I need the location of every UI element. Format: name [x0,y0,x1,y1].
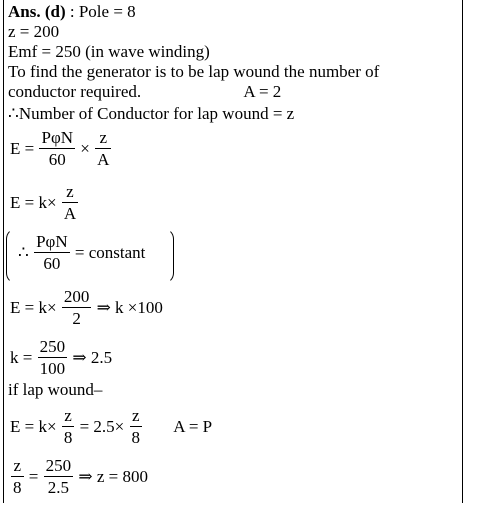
fraction-z-over-a [95,128,111,169]
z-value: z = 200 [8,22,60,41]
equation-emf-wave [10,287,163,328]
fraction-z-over-a [62,182,78,223]
times-sign: × [80,138,90,158]
numerator: z [66,182,74,201]
pole-value: : Pole = 8 [69,2,136,21]
fraction-250-over-2-5 [44,456,74,497]
a-value: A = 2 [243,82,282,101]
right-parenthesis [163,228,174,284]
eq3-rhs: = constant [74,242,146,262]
fraction-z-over-8 [11,456,24,497]
if-lap-wound: if lap wound– [8,380,103,399]
fraction-pphin-over-60 [39,128,75,169]
eq4-rhs: ⇒ k ×100 [96,297,163,317]
denominator: 8 [63,428,73,447]
denominator: 8 [131,428,140,447]
equation-emf-lap [10,406,212,447]
denominator: 2 [72,309,81,328]
problem-statement-line2 [8,82,281,102]
denominator: 2.5 [47,478,69,497]
fraction-200-over-2 [62,287,92,328]
answer-header [8,2,136,22]
denominator: 60 [48,150,66,169]
eq6-rhs: A = P [173,416,213,436]
numerator: PφN [36,232,68,251]
eq1-lhs: E = [10,138,35,158]
numerator: PφN [41,128,74,147]
answer-label: Ans. (d) [8,2,66,21]
fraction-250-over-100 [38,337,68,378]
equation-z-result [10,456,148,497]
numerator: z [99,128,108,147]
denominator: 60 [43,254,61,273]
numerator: z [64,406,72,425]
equation-k-value [10,337,112,378]
therefore-sign: ∴ [18,242,29,262]
eq7-rhs: ⇒ z = 800 [78,466,148,486]
numerator: 250 [45,456,72,475]
denominator: 8 [13,478,22,497]
denominator: A [97,150,110,169]
numerator: z [13,456,22,475]
eq2-lhs: E = k× [10,192,57,212]
fraction-z-over-8 [130,406,143,447]
therefore-statement: ∴Number of Conductor for lap wound = z [8,104,295,123]
eq4-lhs: E = k× [10,297,57,317]
denominator: 100 [39,359,66,378]
fraction-pphin-over-60 [34,232,70,273]
denominator: A [63,204,77,223]
eq5-lhs: k = [10,347,33,367]
problem-statement-text: conductor required. [8,82,142,101]
fraction-z-over-8 [62,406,75,447]
equation-emf-k [10,182,79,223]
emf-value: Emf = 250 (in wave winding) [8,42,210,61]
eq5-rhs: ⇒ 2.5 [72,347,113,367]
eq6-mid: = 2.5× [79,416,125,436]
numerator: 200 [63,287,90,306]
numerator: z [131,406,140,425]
left-parenthesis [6,228,17,284]
problem-statement-line1: To find the generator is to be lap wound the number of [8,62,380,81]
numerator: 250 [39,337,66,356]
equation-constant [18,232,145,273]
equation-emf-general [10,128,112,169]
eq7-mid: = [28,466,39,486]
eq6-lhs: E = k× [10,416,57,436]
